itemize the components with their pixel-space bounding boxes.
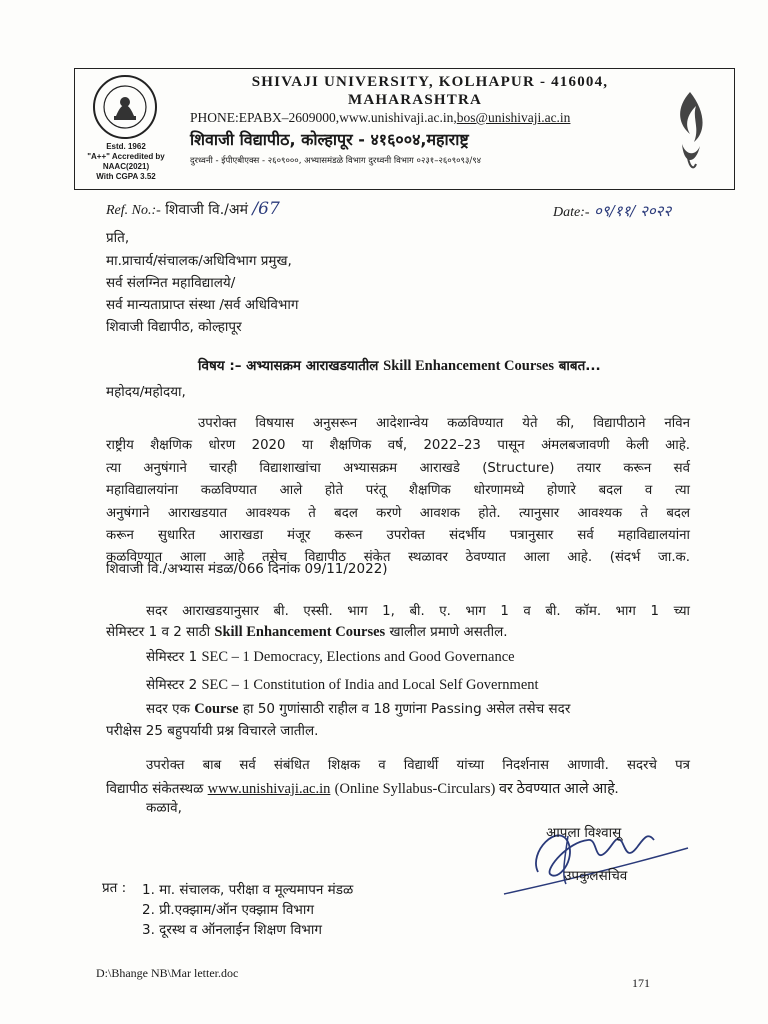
signature-designation: उपकुलसचिव: [564, 868, 628, 884]
paragraph-line: शिवाजी वि./अभ्यास मंडळ/066 दिनांक 09/11/2022): [106, 561, 388, 577]
flame-emblem-icon: [660, 84, 720, 184]
copy-label: प्रत :: [102, 880, 127, 896]
university-state-english: MAHARASHTRA: [347, 92, 483, 108]
sem2-course: SEC – 1 Constitution of India and Local Self Government: [201, 677, 539, 693]
university-seal-icon: [92, 74, 158, 140]
paragraph-line: राष्ट्रीय शैक्षणिक धोरण 2020 या शैक्षणिक वर्ष, 2022–23 पासून अंमलबजावणी केली आहे.: [106, 438, 690, 453]
paragraph-line: परीक्षेस 25 बहुपर्यायी प्रश्न विचारले जातील.: [106, 723, 319, 739]
reference-number: [106, 199, 280, 219]
subject-english: Skill Enhancement Courses: [383, 358, 554, 374]
paragraph-line: [106, 778, 618, 798]
address-line: मा.प्राचार्य/संचालक/अधिविभाग प्रमुख,: [106, 253, 292, 269]
paragraph-line: सदर आराखडयानुसार बी. एस्सी. भाग 1, बी. ए. भाग 1 व बी. कॉम. भाग 1 च्या: [146, 604, 690, 619]
website-link[interactable]: www.unishivaji.ac.in,: [339, 110, 457, 125]
estd-year: Estd. 1962: [106, 142, 146, 151]
address-line: शिवाजी विद्यापीठ, कोल्हापूर: [106, 319, 242, 335]
address-line: प्रति,: [106, 230, 130, 246]
sem1-course: SEC – 1 Democracy, Elections and Good Governance: [201, 649, 515, 665]
semester-1-item: [146, 647, 515, 666]
contact-line: [190, 110, 570, 126]
paragraph-line: महाविद्यालयांना कळविण्यात आले होते परंतू शैक्षणिक धोरणामध्ये होणारे बदल व त्या: [106, 483, 690, 498]
ref-text: शिवाजी वि./अमं: [165, 202, 248, 218]
para3-post: हा 50 गुणांसाठी राहील व 18 गुणांना Passing असेल तसेच सदर: [242, 701, 571, 717]
paragraph-line: उपरोक्त बाब सर्व संबंधित शिक्षक व विद्यार्थी यांच्या निदर्शनास आणावी. सदरचे पत्र: [146, 758, 690, 773]
paragraph-line: उपरोक्त विषयास अनुसरून आदेशान्वेय कळविण्यात येते की, विद्यापीठाने नविन: [198, 416, 690, 431]
closing-word: कळावे,: [146, 800, 182, 816]
subject-prefix: विषय :– अभ्यासक्रम आराखडयातील: [198, 358, 379, 374]
para2-post: खालील प्रमाणे असतील.: [389, 624, 508, 640]
sem1-label: सेमिस्टर 1: [146, 649, 198, 665]
para4-post: (Online Syllabus-Circulars) वर ठेवण्यात आले आहे.: [334, 781, 619, 797]
para3-bold: Course: [194, 701, 239, 717]
paragraph-line: त्या अनुषंगाने चारही विद्याशाखांचा अभ्यासक्रम आराखडे (Structure) तयार करून सर्व: [106, 461, 690, 476]
paragraph-line: [106, 622, 508, 641]
copy-item: 3. दूरस्थ व ऑनलाईन शिक्षण विभाग: [142, 922, 322, 938]
address-line: सर्व संलग्नित महाविद्यालये/: [106, 275, 236, 291]
accredited-text: "A++" Accredited by: [87, 152, 165, 161]
copy-item: 1. मा. संचालक, परीक्षा व मूल्यमापन मंडळ: [142, 882, 354, 898]
paragraph-line: अनुषंगाने आराखडयात आवश्यक ते बदल करणे आवशक होते. त्यानुसार आवश्यक ते बदल: [106, 506, 690, 521]
page-number: 171: [632, 976, 650, 990]
para2-bold: Skill Enhancement Courses: [214, 624, 386, 640]
paragraph-line: [146, 699, 570, 718]
subject-suffix: बाबत...: [558, 358, 601, 374]
para3-pre: सदर एक: [146, 701, 190, 717]
subject-line: [198, 356, 601, 375]
date-label: Date:-: [553, 205, 590, 220]
copy-item: 2. प्री.एक्झाम/ऑन एक्झाम विभाग: [142, 902, 314, 918]
paragraph-line: कळविण्यात आला आहे तसेच विद्यापीठ संकेत स्थळावर ठेवण्यात आला आहे. (संदर्भ जा.क.: [106, 550, 690, 565]
email-link[interactable]: bos@unishivaji.ac.in: [456, 110, 571, 125]
syllabus-website-link[interactable]: www.unishivaji.ac.in: [207, 781, 331, 797]
salutation: महोदय/महोदया,: [106, 384, 186, 400]
signature-closing: आपला विश्वासू: [546, 825, 622, 841]
university-title-english: SHIVAJI UNIVERSITY, KOLHAPUR - 416004,: [251, 74, 609, 90]
phone-text: PHONE:EPABX–2609000,: [190, 110, 340, 125]
cgpa-text: With CGPA 3.52: [96, 172, 156, 181]
ref-handwritten-number: /67: [252, 199, 280, 219]
paragraph-line: करून सुधारित आराखडा मंजूर करून उपरोक्त संदर्भीय पत्रानुसार सर्व महाविद्यालयांना: [106, 528, 690, 543]
address-line: सर्व मान्यताप्राप्त संस्था /सर्व अधिविभाग: [106, 297, 299, 313]
naac-text: NAAC(2021): [102, 162, 150, 171]
file-path: D:\Bhange NB\Mar letter.doc: [96, 966, 239, 980]
university-title-marathi: शिवाजी विद्यापीठ, कोल्हापूर - ४१६००४,महाराष्ट्र: [190, 130, 469, 149]
sem2-label: सेमिस्टर 2: [146, 677, 198, 693]
ref-label: Ref. No.:-: [106, 203, 161, 218]
para4-pre: विद्यापीठ संकेतस्थळ: [106, 781, 204, 797]
para2-pre: सेमिस्टर 1 व 2 साठी: [106, 624, 211, 640]
letter-date: [553, 201, 671, 221]
date-value: ०९/११/ २०२२: [594, 202, 672, 220]
telephone-marathi: दुरध्वनी - ईपीएबीएक्स - २६०९०००, अभ्यासमंडळे विभाग दुरध्वनी विभाग ०२३१–२६०९०९३/९४: [190, 156, 482, 166]
estd-info: [82, 142, 170, 182]
university-logo: [82, 74, 170, 186]
semester-2-item: [146, 675, 539, 694]
